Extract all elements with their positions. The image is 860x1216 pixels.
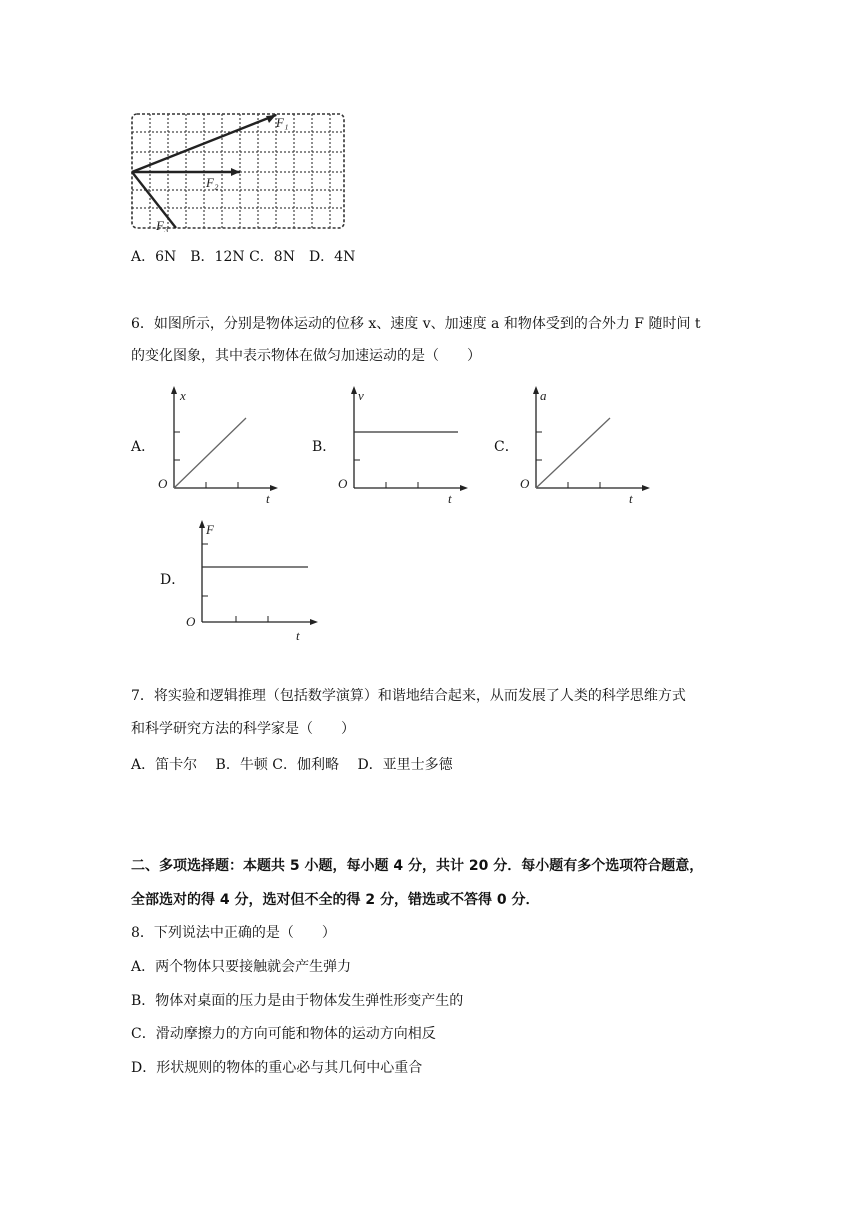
- q7-stem-line2: 和科学研究方法的科学家是（ ）: [131, 721, 355, 737]
- graph-d-ylabel: F: [206, 522, 214, 537]
- f2-arrowhead: [231, 168, 240, 176]
- graph-d-xlabel: t: [296, 628, 300, 643]
- q8-option-c: C．滑动摩擦力的方向可能和物体的运动方向相反: [131, 1026, 436, 1042]
- q8-option-a: A．两个物体只要接触就会产生弹力: [131, 959, 352, 975]
- f1-label: F₁: [276, 115, 289, 130]
- q6-option-a-label: A．: [131, 439, 156, 455]
- section2-heading-line2: 全部选对的得 4 分，选对但不全的得 2 分，错选或不答得 0 分．: [131, 892, 540, 908]
- force-grid-figure: [128, 110, 348, 232]
- graph-c-origin: O: [520, 476, 530, 491]
- f3-label: F₃: [156, 218, 169, 232]
- graph-d-f-t: [180, 516, 320, 644]
- graph-b-origin: O: [338, 476, 348, 491]
- graph-d-origin: O: [186, 614, 196, 629]
- q6-stem-line2: 的变化图象，其中表示物体在做匀加速运动的是（ ）: [131, 348, 481, 364]
- graph-a-ylabel: x: [180, 388, 186, 403]
- graph-c-xlabel: t: [629, 491, 633, 506]
- q7-stem-line1: 7．将实验和逻辑推理（包括数学演算）和谐地结合起来，从而发展了人类的科学思维方式: [131, 688, 686, 704]
- f1-arrowhead: [266, 115, 276, 123]
- section2-heading-line1: 二、多项选择题：本题共 5 小题，每小题 4 分，共计 20 分．每小题有多个选项符合题意，: [131, 858, 704, 874]
- q6-stem-line1: 6．如图所示，分别是物体运动的位移 x、速度 v、加速度 a 和物体受到的合外力 F 随时间 t: [131, 316, 701, 332]
- q6-option-b-label: B．: [312, 439, 337, 455]
- graph-c-ylabel: a: [540, 388, 547, 403]
- graph-b-v-t: [330, 382, 470, 507]
- graph-a-line: [174, 418, 246, 488]
- graph-a-xlabel: t: [266, 491, 270, 506]
- q8-option-b: B．物体对桌面的压力是由于物体发生弹性形变产生的: [131, 993, 464, 1009]
- graph-a-x-t: [150, 382, 280, 507]
- graph-a-origin: O: [158, 476, 168, 491]
- graph-b-xlabel: t: [448, 491, 452, 506]
- q8-option-d: D．形状规则的物体的重心必与其几何中心重合: [131, 1060, 423, 1076]
- q5-options: A．6N B．12N C．8N D．4N: [131, 249, 356, 265]
- graph-b-ylabel: v: [358, 388, 364, 403]
- graph-c-line: [536, 418, 610, 488]
- q6-option-c-label: C．: [494, 439, 519, 455]
- q6-option-d-label: D．: [160, 572, 186, 588]
- q8-stem: 8．下列说法中正确的是（ ）: [131, 925, 336, 941]
- q7-options: A．笛卡尔 B．牛顿 C．伽利略 D．亚里士多德: [131, 757, 453, 773]
- f2-label: F₂: [206, 175, 219, 190]
- force-f3-vector: [132, 172, 176, 228]
- graph-c-a-t: [512, 382, 652, 507]
